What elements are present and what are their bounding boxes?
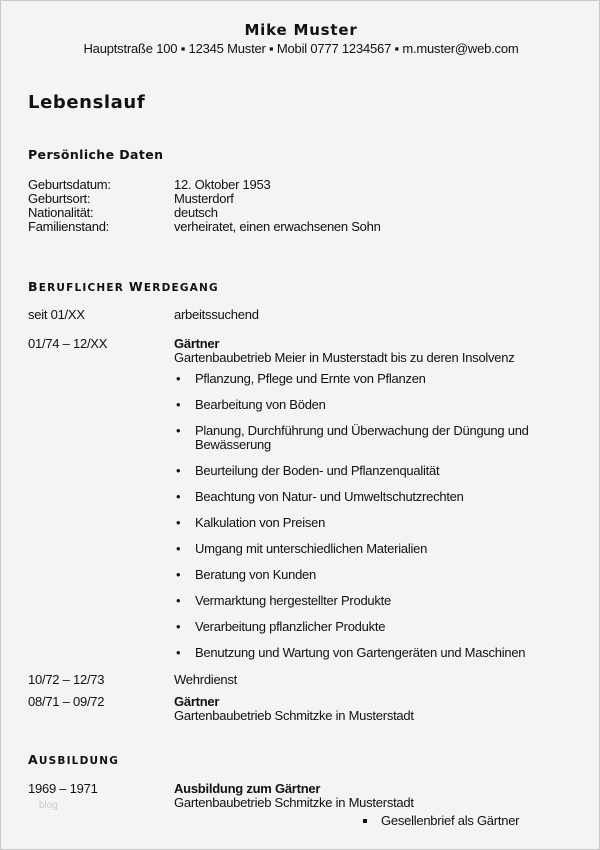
heading-part: ERDEGANG (143, 282, 219, 294)
bullet-icon: • (176, 645, 181, 660)
bullet-icon: • (176, 515, 181, 530)
label-marital-status: Familienstand: (28, 219, 110, 234)
task-item: Planung, Durchführung und Überwachung der Düngung und (195, 423, 529, 438)
task-item: Verarbeitung pflanzlicher Produkte (195, 619, 386, 634)
label-birthplace: Geburtsort: (28, 191, 91, 206)
heading-initial: A (28, 752, 39, 767)
bullet-icon: • (176, 423, 181, 438)
section-heading-personal: Persönliche Daten (28, 147, 164, 162)
career-title-3: Wehrdienst (174, 672, 238, 687)
watermark: blog (39, 800, 58, 811)
value-birthplace: Musterdorf (174, 191, 234, 206)
education-institution-1: Gartenbaubetrieb Schmitzke in Musterstadt (174, 795, 414, 810)
heading-initial: B (28, 279, 39, 294)
task-item: Vermarktung hergestellter Produkte (195, 593, 391, 608)
career-title-4: Gärtner (174, 694, 220, 709)
bullet-icon: • (176, 593, 181, 608)
career-title-2: Gärtner (174, 336, 220, 351)
task-item: Bearbeitung von Böden (195, 397, 326, 412)
bullet-icon: • (176, 619, 181, 634)
heading-initial: W (128, 279, 144, 294)
career-period-2: 01/74 – 12/XX (28, 336, 108, 351)
education-achievement: Gesellenbrief als Gärtner (381, 813, 520, 828)
task-item: Pflanzung, Pflege und Ernte von Pflanzen (195, 371, 426, 386)
task-item: Beurteilung der Boden- und Pflanzenqualität (195, 463, 440, 478)
career-employer-4: Gartenbaubetrieb Schmitzke in Musterstadt (174, 708, 414, 723)
education-title-1: Ausbildung zum Gärtner (174, 781, 321, 796)
label-birthdate: Geburtsdatum: (28, 177, 111, 192)
section-heading-education (28, 752, 119, 767)
heading-part: USBILDUNG (38, 755, 120, 767)
label-nationality: Nationalität: (28, 205, 94, 220)
square-bullet-icon (363, 819, 367, 823)
task-item: Kalkulation von Preisen (195, 515, 326, 530)
task-item-continued: Bewässerung (195, 437, 272, 452)
value-marital-status: verheiratet, einen erwachsenen Sohn (174, 219, 381, 234)
page-title: Lebenslauf (28, 92, 146, 113)
career-title-1: arbeitssuchend (174, 307, 259, 322)
task-item: Benutzung und Wartung von Gartengeräten und Maschinen (195, 645, 526, 660)
career-period-4: 08/71 – 09/72 (28, 694, 105, 709)
career-employer-2: Gartenbaubetrieb Meier in Musterstadt bis zu deren Insolvenz (174, 350, 515, 365)
education-period-1: 1969 – 1971 (28, 781, 98, 796)
value-nationality: deutsch (174, 205, 218, 220)
bullet-icon: • (176, 489, 181, 504)
heading-part: ERUFLICHER (38, 282, 129, 294)
task-item: Umgang mit unterschiedlichen Materialien (195, 541, 428, 556)
bullet-icon: • (176, 541, 181, 556)
task-item: Beratung von Kunden (195, 567, 317, 582)
task-item: Beachtung von Natur- und Umweltschutzrechten (195, 489, 464, 504)
career-period-3: 10/72 – 12/73 (28, 672, 105, 687)
bullet-icon: • (176, 397, 181, 412)
career-period-1: seit 01/XX (28, 307, 85, 322)
bullet-icon: • (176, 463, 181, 478)
contact-line: Hauptstraße 100 ▪ 12345 Muster ▪ Mobil 0777 1234567 ▪ m.muster@web.com (83, 41, 519, 56)
bullet-icon: • (176, 567, 181, 582)
value-birthdate: 12. Oktober 1953 (174, 177, 271, 192)
section-heading-career (28, 279, 219, 294)
bullet-icon: • (176, 371, 181, 386)
applicant-name: Mike Muster (244, 21, 358, 39)
